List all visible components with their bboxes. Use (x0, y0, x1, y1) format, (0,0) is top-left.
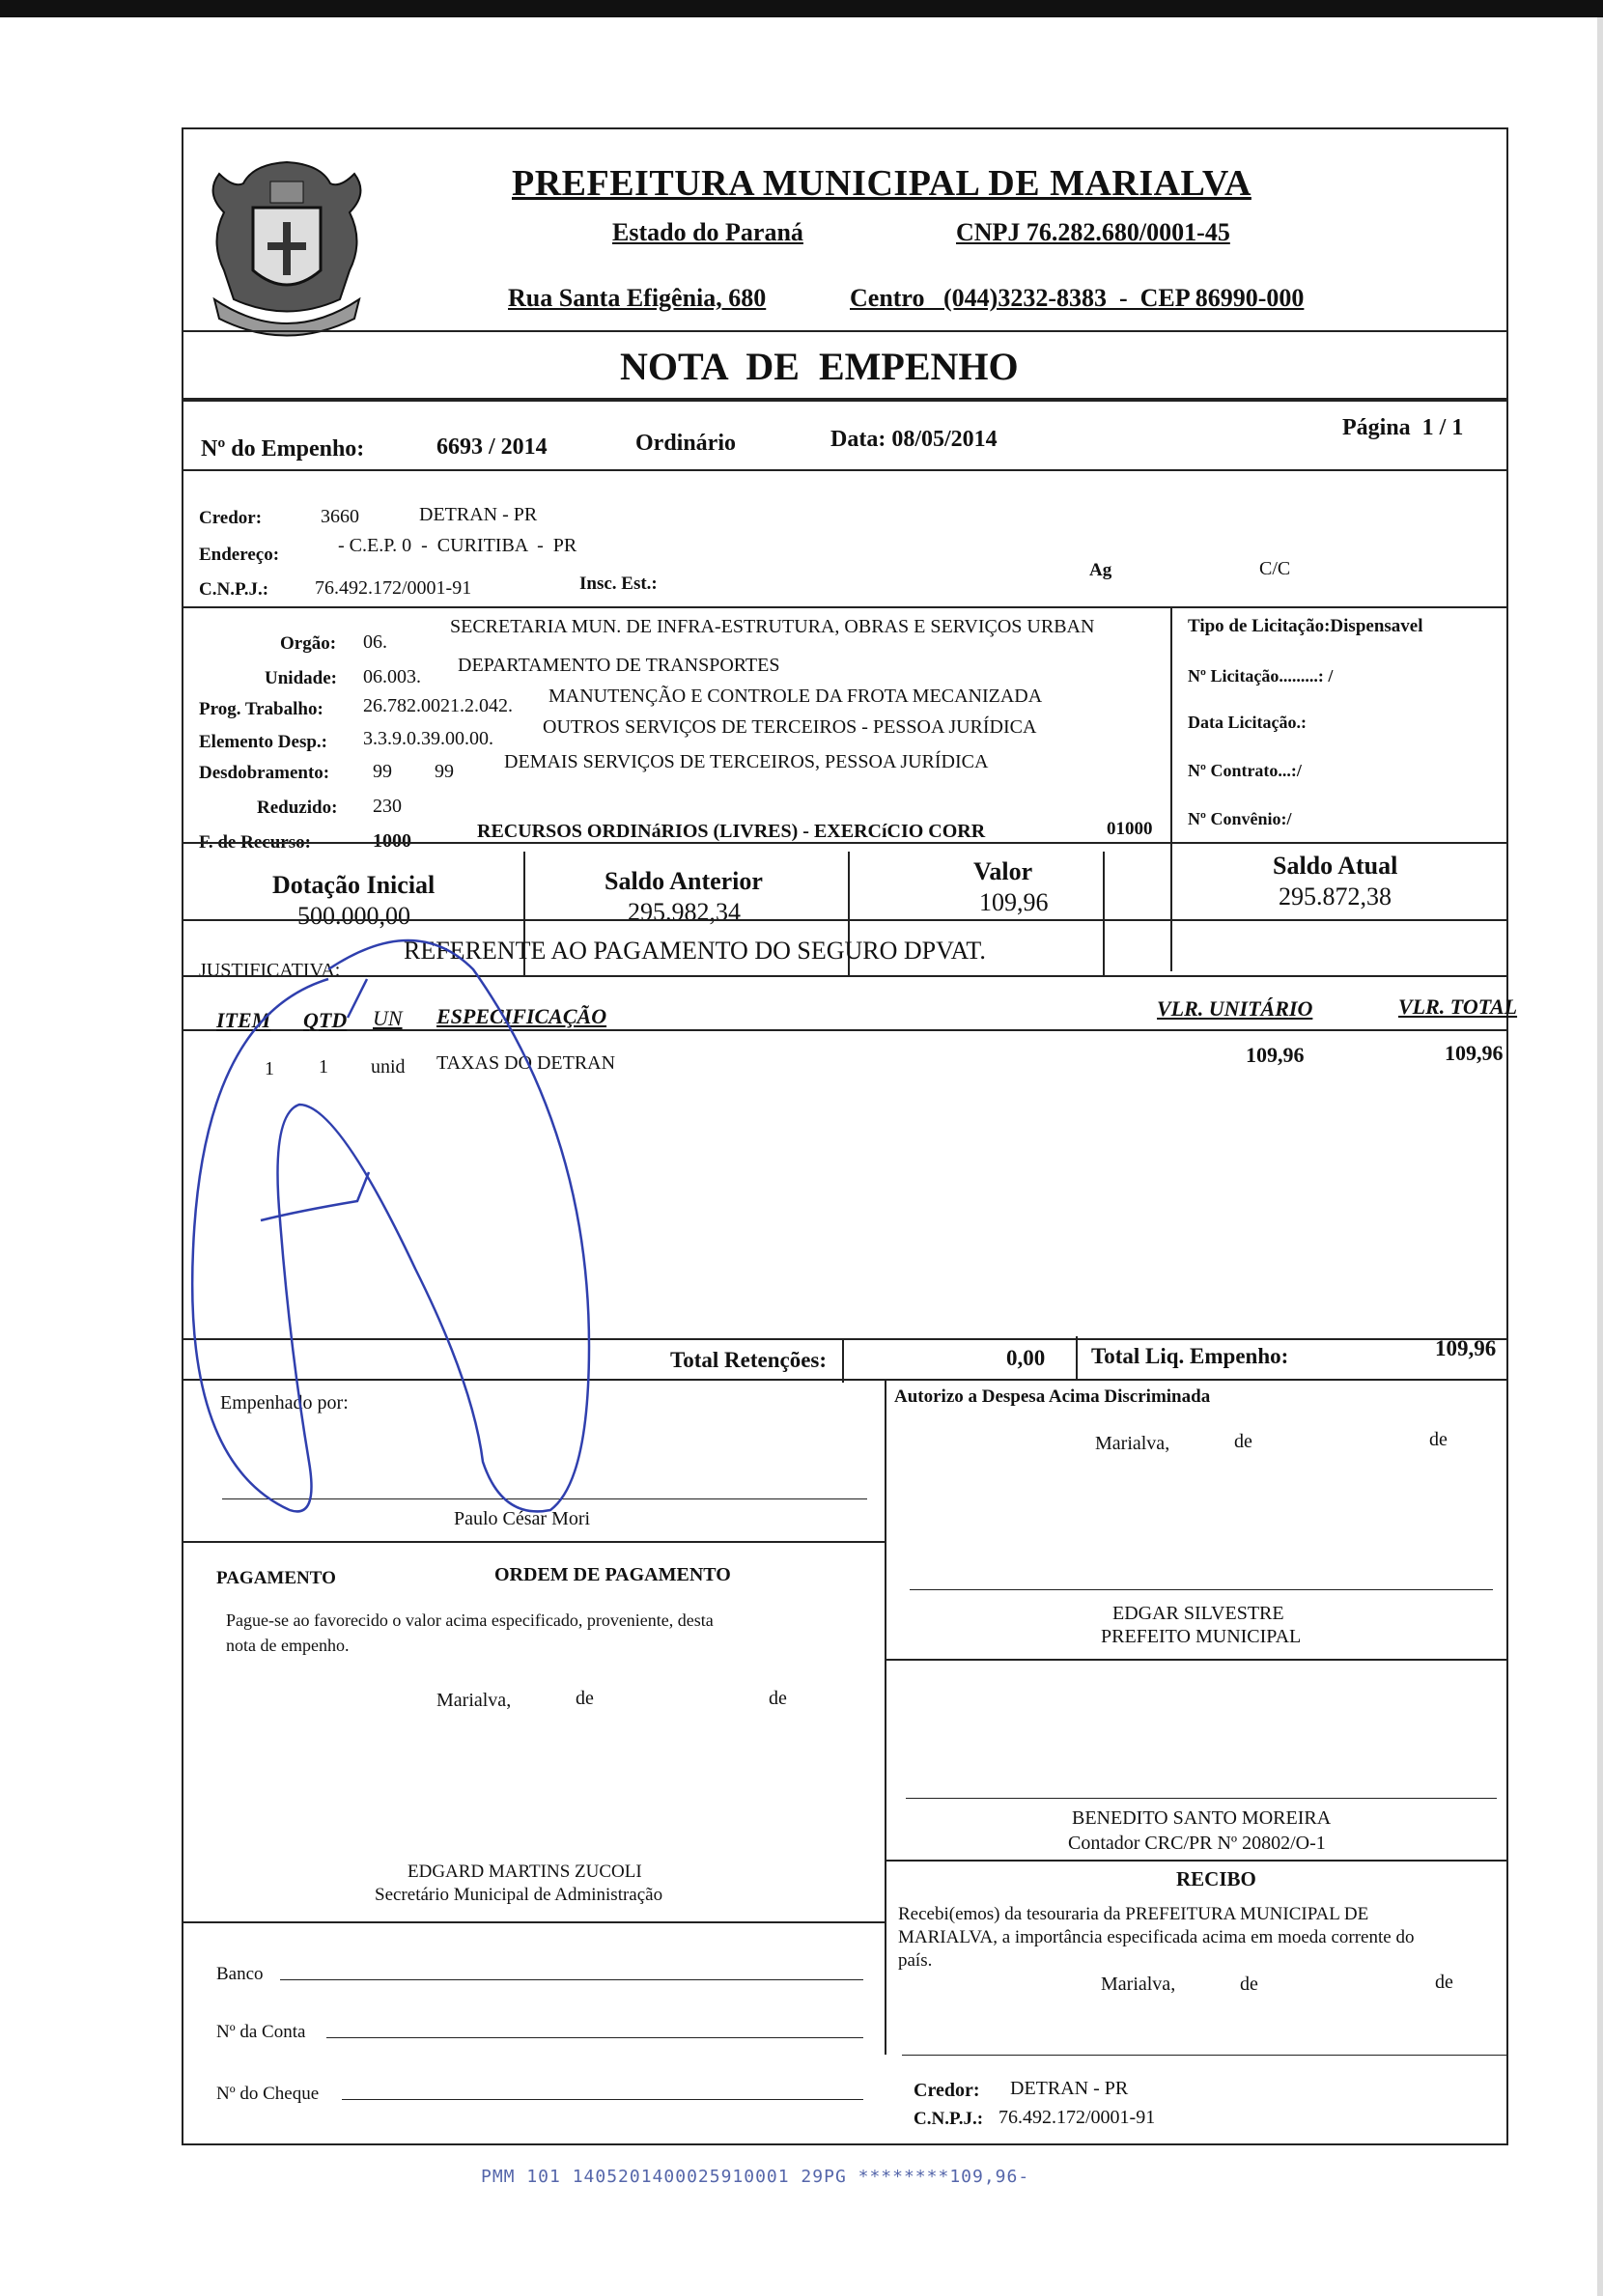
empenho-label: Nº do Empenho: (201, 436, 365, 462)
endereco-label: Endereço: (199, 545, 280, 565)
doc-title: NOTA DE EMPENHO (620, 345, 1019, 388)
reduzido-label: Reduzido: (257, 798, 338, 818)
recibo-line2: MARIALVA, a importância especificada acima em moeda corrente do (898, 1927, 1415, 1947)
empenhado-label: Empenhado por: (220, 1392, 349, 1414)
elem-label: Elemento Desp.: (199, 732, 327, 752)
row-vlr-unitario: 109,96 (1246, 1043, 1305, 1067)
recibo-line3: país. (898, 1950, 933, 1971)
col-vlr-total: VLR. TOTAL (1398, 994, 1518, 1019)
recibo-de1: de (1240, 1974, 1258, 1995)
autorizo-de2: de (1429, 1429, 1448, 1450)
recurso-label: F. de Recurso: (199, 832, 311, 853)
reduzido-value: 230 (373, 796, 402, 817)
valor-label: Valor (973, 857, 1033, 885)
scan-top-border (0, 0, 1603, 17)
pagamento-city: Marialva, (436, 1690, 512, 1711)
recibo-cnpj-value: 76.492.172/0001-91 (998, 2107, 1156, 2128)
empenhado-name: Paulo César Mori (454, 1508, 591, 1529)
liq-value: 109,96 (1435, 1336, 1497, 1360)
col-un: UN (373, 1006, 403, 1030)
pagamento-label: PAGAMENTO (216, 1568, 336, 1588)
coat-of-arms-icon (195, 154, 379, 348)
prefeito-role: PREFEITO MUNICIPAL (1101, 1626, 1302, 1647)
pagamento-de1: de (576, 1688, 594, 1709)
address-street: Rua Santa Efigênia, 680 (508, 284, 767, 312)
orgao-label: Orgão: (280, 633, 337, 654)
recibo-credor-label: Credor: (914, 2080, 980, 2101)
recibo-title: RECIBO (1176, 1867, 1256, 1890)
page-number: Página 1 / 1 (1342, 415, 1464, 440)
col-especificacao: ESPECIFICAÇÃO (436, 1004, 607, 1028)
col-item: ITEM (216, 1008, 271, 1032)
retencoes-label: Total Retenções: (670, 1348, 828, 1372)
dotacao-label: Dotação Inicial (272, 871, 436, 899)
state-label: Estado do Paraná (612, 218, 803, 246)
pagamento-text-line1: Pague-se ao favorecido o valor acima especificado, proveniente, desta (226, 1610, 714, 1630)
unidade-desc: DEPARTAMENTO DE TRANSPORTES (458, 655, 780, 676)
dotacao-value: 500.000,00 (297, 902, 410, 930)
recurso-code: 1000 (373, 830, 411, 852)
pagamento-text-line2: nota de empenho. (226, 1636, 350, 1655)
prefeito-name: EDGAR SILVESTRE (1112, 1603, 1284, 1624)
valor-value: 109,96 (979, 888, 1049, 916)
empenho-type: Ordinário (635, 431, 737, 456)
col-qtd: QTD (303, 1008, 348, 1032)
contador-name: BENEDITO SANTO MOREIRA (1072, 1807, 1332, 1829)
ag-label: Ag (1089, 560, 1112, 580)
col-vlr-unitario: VLR. UNITÁRIO (1157, 996, 1313, 1021)
handwritten-signature (183, 844, 628, 1655)
autorizo-label: Autorizo a Despesa Acima Discriminada (894, 1386, 1211, 1407)
orgao-code: 06. (363, 631, 387, 653)
orgao-desc: SECRETARIA MUN. DE INFRA-ESTRUTURA, OBRAS E SERVIÇOS URBAN (450, 616, 1095, 637)
licitacao-contrato: Nº Contrato...:/ (1188, 761, 1302, 780)
recibo-de2: de (1435, 1972, 1453, 1993)
row-un: unid (371, 1056, 406, 1078)
secretario-name: EDGARD MARTINS ZUCOLI (408, 1862, 642, 1882)
prog-label: Prog. Trabalho: (199, 699, 323, 719)
cnpj-label: C.N.P.J.: (199, 579, 269, 600)
unidade-code: 06.003. (363, 666, 421, 687)
empenho-date: Data: 08/05/2014 (830, 427, 998, 452)
credor-code: 3660 (321, 506, 359, 527)
credor-name: DETRAN - PR (419, 504, 538, 525)
liq-label: Total Liq. Empenho: (1091, 1344, 1289, 1368)
saldo-atual-label: Saldo Atual (1273, 852, 1398, 880)
endereco-value: - C.E.P. 0 - CURITIBA - PR (338, 535, 577, 556)
elem-desc: OUTROS SERVIÇOS DE TERCEIROS - PESSOA JURÍDICA (543, 716, 1037, 738)
prog-code: 26.782.0021.2.042. (363, 695, 513, 716)
ordem-pagamento-label: ORDEM DE PAGAMENTO (494, 1564, 731, 1585)
address-rest: Centro (044)3232-8383 - CEP 86990-000 (850, 284, 1305, 312)
cnpj-value: 76.492.172/0001-91 (315, 577, 472, 599)
row-especificacao: TAXAS DO DETRAN (436, 1052, 616, 1074)
autorizo-city: Marialva, (1095, 1433, 1170, 1454)
banco-label: Banco (216, 1964, 264, 1984)
saldo-atual-value: 295.872,38 (1279, 882, 1392, 910)
autorizo-de1: de (1234, 1431, 1252, 1452)
insc-label: Insc. Est.: (579, 574, 658, 594)
pagamento-de2: de (769, 1688, 787, 1709)
desd-code1: 99 (373, 761, 392, 782)
recibo-city: Marialva, (1101, 1974, 1176, 1995)
page-title: PREFEITURA MUNICIPAL DE MARIALVA (512, 163, 1251, 204)
secretario-role: Secretário Municipal de Administração (375, 1885, 663, 1905)
recurso-num: 01000 (1107, 819, 1153, 839)
justificativa-text: REFERENTE AO PAGAMENTO DO SEGURO DPVAT. (404, 937, 986, 965)
recurso-desc: RECURSOS ORDINáRIOS (LIVRES) - EXERCíCIO CORR (477, 821, 986, 842)
empenho-number: 6693 / 2014 (436, 434, 548, 460)
cnpj-header: CNPJ 76.282.680/0001-45 (956, 218, 1230, 246)
desd-label: Desdobramento: (199, 763, 330, 783)
desd-desc: DEMAIS SERVIÇOS DE TERCEIROS, PESSOA JURÍDICA (504, 751, 989, 772)
contador-role: Contador CRC/PR Nº 20802/O-1 (1068, 1833, 1326, 1854)
licitacao-convenio: Nº Convênio:/ (1188, 809, 1292, 828)
saldo-anterior-label: Saldo Anterior (605, 867, 763, 895)
desd-code2: 99 (435, 761, 454, 782)
recibo-line1: Recebi(emos) da tesouraria da PREFEITURA MUNICIPAL DE (898, 1904, 1369, 1924)
row-item: 1 (265, 1058, 274, 1079)
cc-label: C/C (1259, 558, 1291, 579)
retencoes-value: 0,00 (1006, 1346, 1046, 1370)
cheque-label: Nº do Cheque (216, 2084, 320, 2104)
credor-label: Credor: (199, 508, 263, 528)
scan-right-edge (1597, 17, 1603, 2296)
unidade-label: Unidade: (265, 668, 337, 688)
conta-label: Nº da Conta (216, 2022, 306, 2042)
recibo-credor-value: DETRAN - PR (1010, 2078, 1129, 2099)
recibo-cnpj-label: C.N.P.J.: (914, 2109, 984, 2129)
licitacao-numero: Nº Licitação.........: / (1188, 666, 1334, 686)
licitacao-data: Data Licitação.: (1188, 713, 1307, 732)
licitacao-tipo: Tipo de Licitação:Dispensavel (1188, 616, 1423, 636)
row-qtd: 1 (319, 1056, 328, 1078)
saldo-anterior-value: 295.982,34 (628, 898, 741, 926)
row-vlr-total: 109,96 (1445, 1041, 1504, 1065)
footer-code: PMM 101 1405201400025910001 29PG ********109,96- (481, 2167, 1030, 2187)
prog-desc: MANUTENÇÃO E CONTROLE DA FROTA MECANIZADA (548, 686, 1043, 707)
nota-de-empenho-document (182, 127, 1518, 2145)
justificativa-label: JUSTIFICATIVA: (199, 960, 341, 981)
elem-code: 3.3.9.0.39.00.00. (363, 728, 493, 749)
